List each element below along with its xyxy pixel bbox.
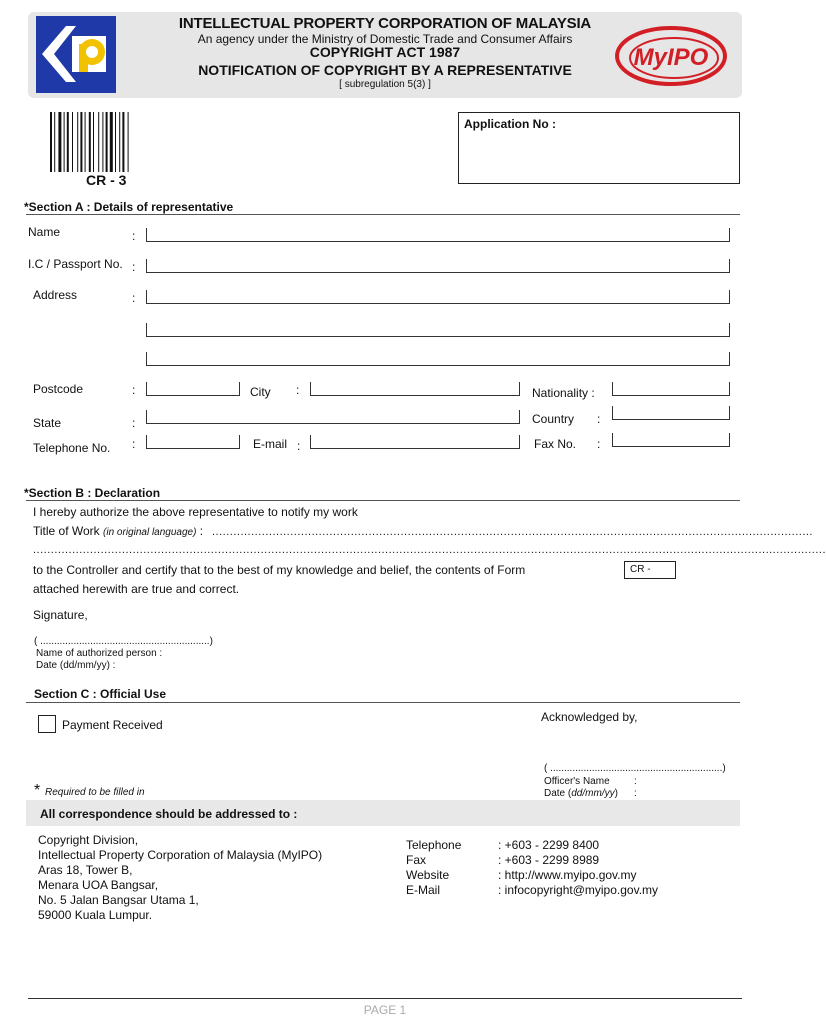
telephone-value: : +603 - 2299 8400 — [498, 838, 600, 852]
name-label: Name — [28, 225, 61, 239]
cr-form-box[interactable]: CR - — [624, 561, 676, 579]
contact-label: Fax — [406, 853, 427, 867]
subregulation: [ subregulation 5(3) ] — [339, 79, 431, 90]
address-line: Intellectual Property Corporation of Malaysia (MyIPO) — [38, 848, 323, 862]
city-label: City — [250, 385, 271, 399]
city-field[interactable] — [310, 382, 520, 396]
telephone-label: Telephone No. — [33, 441, 111, 455]
contact-label: Website — [406, 868, 450, 882]
form-code: CR - 3 — [86, 172, 127, 188]
agency-text: An agency under the Ministry of Domestic Trade and Consumer Affairs — [197, 32, 573, 46]
colon: : — [597, 412, 601, 426]
section-b-title: *Section B : Declaration — [24, 486, 161, 500]
declaration-line-3: to the Controller and certify that to the best of my knowledge and belief, the contents of Form — [33, 563, 526, 577]
fax-field[interactable] — [612, 433, 730, 447]
authorized-name-label: Name of authorized person : — [36, 648, 163, 659]
address-line: 59000 Kuala Lumpur. — [38, 908, 153, 922]
colon: : — [132, 383, 136, 397]
address-field-1[interactable] — [146, 290, 730, 304]
colon: : — [132, 260, 136, 274]
myipo-logo — [614, 22, 728, 90]
postcode-label: Postcode — [33, 382, 84, 396]
email-label: E-mail — [253, 437, 288, 451]
section-a-rule — [26, 214, 740, 215]
org-title: INTELLECTUAL PROPERTY CORPORATION OF MALAYSIA — [178, 15, 592, 32]
website-link[interactable]: : http://www.myipo.gov.my — [498, 868, 637, 882]
ic-label: I.C / Passport No. — [28, 257, 123, 271]
officer-signature-line[interactable]: ( ..............................................................) — [544, 763, 726, 774]
fax-label: Fax No. — [534, 437, 577, 451]
act-title: COPYRIGHT ACT 1987 — [309, 44, 461, 60]
address-line: Aras 18, Tower B, — [38, 863, 133, 877]
division-address — [38, 833, 322, 923]
declaration-line-4: attached herewith are true and correct. — [33, 582, 240, 596]
colon: : — [296, 383, 300, 397]
myipo-logo-text: MyIPO — [633, 44, 709, 71]
colon: : — [132, 291, 136, 305]
title-of-work-field-2[interactable]: ............................................................................................................................................................................................................................... — [33, 544, 826, 556]
state-label: State — [33, 416, 62, 430]
ic-field[interactable] — [146, 259, 730, 273]
declaration-line-1: I hereby authorize the above representative to notify my work — [33, 505, 358, 519]
barcode — [50, 112, 142, 172]
email-link[interactable]: : infocopyright@myipo.gov.my — [498, 883, 659, 897]
officer-date-label: Date (dd/mm/yy) — [544, 788, 618, 799]
title-of-work-field[interactable]: ......................................................................................................................................................................... — [212, 526, 813, 538]
address-label: Address — [33, 288, 78, 302]
contact-label: Telephone — [406, 838, 462, 852]
officer-name-label: Officer's Name — [544, 776, 610, 787]
payment-received-label: Payment Received — [62, 718, 163, 732]
section-a-title: *Section A : Details of representative — [24, 200, 234, 214]
colon: : — [132, 437, 136, 451]
country-label: Country — [532, 412, 575, 426]
acknowledged-label: Acknowledged by, — [541, 710, 638, 724]
postcode-field[interactable] — [146, 382, 240, 396]
colon: : — [634, 788, 637, 799]
colon: : — [297, 439, 301, 453]
name-field[interactable] — [146, 228, 730, 242]
colon: : — [132, 229, 136, 243]
country-field[interactable] — [612, 406, 730, 420]
form-title: NOTIFICATION OF COPYRIGHT BY A REPRESENTATIVE — [198, 62, 572, 78]
application-no-label: Application No : — [464, 117, 556, 131]
colon: : — [132, 416, 136, 430]
payment-received-checkbox[interactable] — [38, 715, 56, 733]
footer-rule — [28, 998, 742, 999]
address-line: No. 5 Jalan Bangsar Utama 1, — [38, 893, 199, 907]
telephone-field[interactable] — [146, 435, 240, 449]
page-number: PAGE 1 — [363, 1003, 407, 1017]
ip-corporation-logo — [36, 16, 116, 93]
section-c-title: Section C : Official Use — [34, 687, 167, 701]
address-field-3[interactable] — [146, 352, 730, 366]
address-line: Menara UOA Bangsar, — [38, 878, 159, 892]
section-c-rule — [26, 702, 740, 703]
signature-line[interactable]: ( .............................................................) — [34, 636, 213, 647]
contact-values — [498, 838, 658, 898]
required-note: Required to be filled in — [45, 787, 145, 798]
contact-labels — [406, 838, 461, 898]
state-field[interactable] — [146, 410, 520, 424]
colon: : — [597, 437, 601, 451]
correspondence-title: All correspondence should be addressed to : — [40, 807, 298, 821]
nationality-label: Nationality : — [532, 386, 595, 400]
authorized-date-label: Date (dd/mm/yy) : — [36, 660, 116, 671]
section-b-rule — [26, 500, 740, 501]
required-asterisk: * — [34, 782, 41, 799]
colon: : — [634, 776, 637, 787]
title-of-work-label: Title of Work (in original language) : — [33, 524, 204, 538]
fax-value: : +603 - 2299 8989 — [498, 853, 600, 867]
nationality-field[interactable] — [612, 382, 730, 396]
address-line: Copyright Division, — [38, 833, 139, 847]
address-field-2[interactable] — [146, 323, 730, 337]
signature-label: Signature, — [33, 608, 88, 622]
email-field[interactable] — [310, 435, 520, 449]
contact-label: E-Mail — [406, 883, 441, 897]
